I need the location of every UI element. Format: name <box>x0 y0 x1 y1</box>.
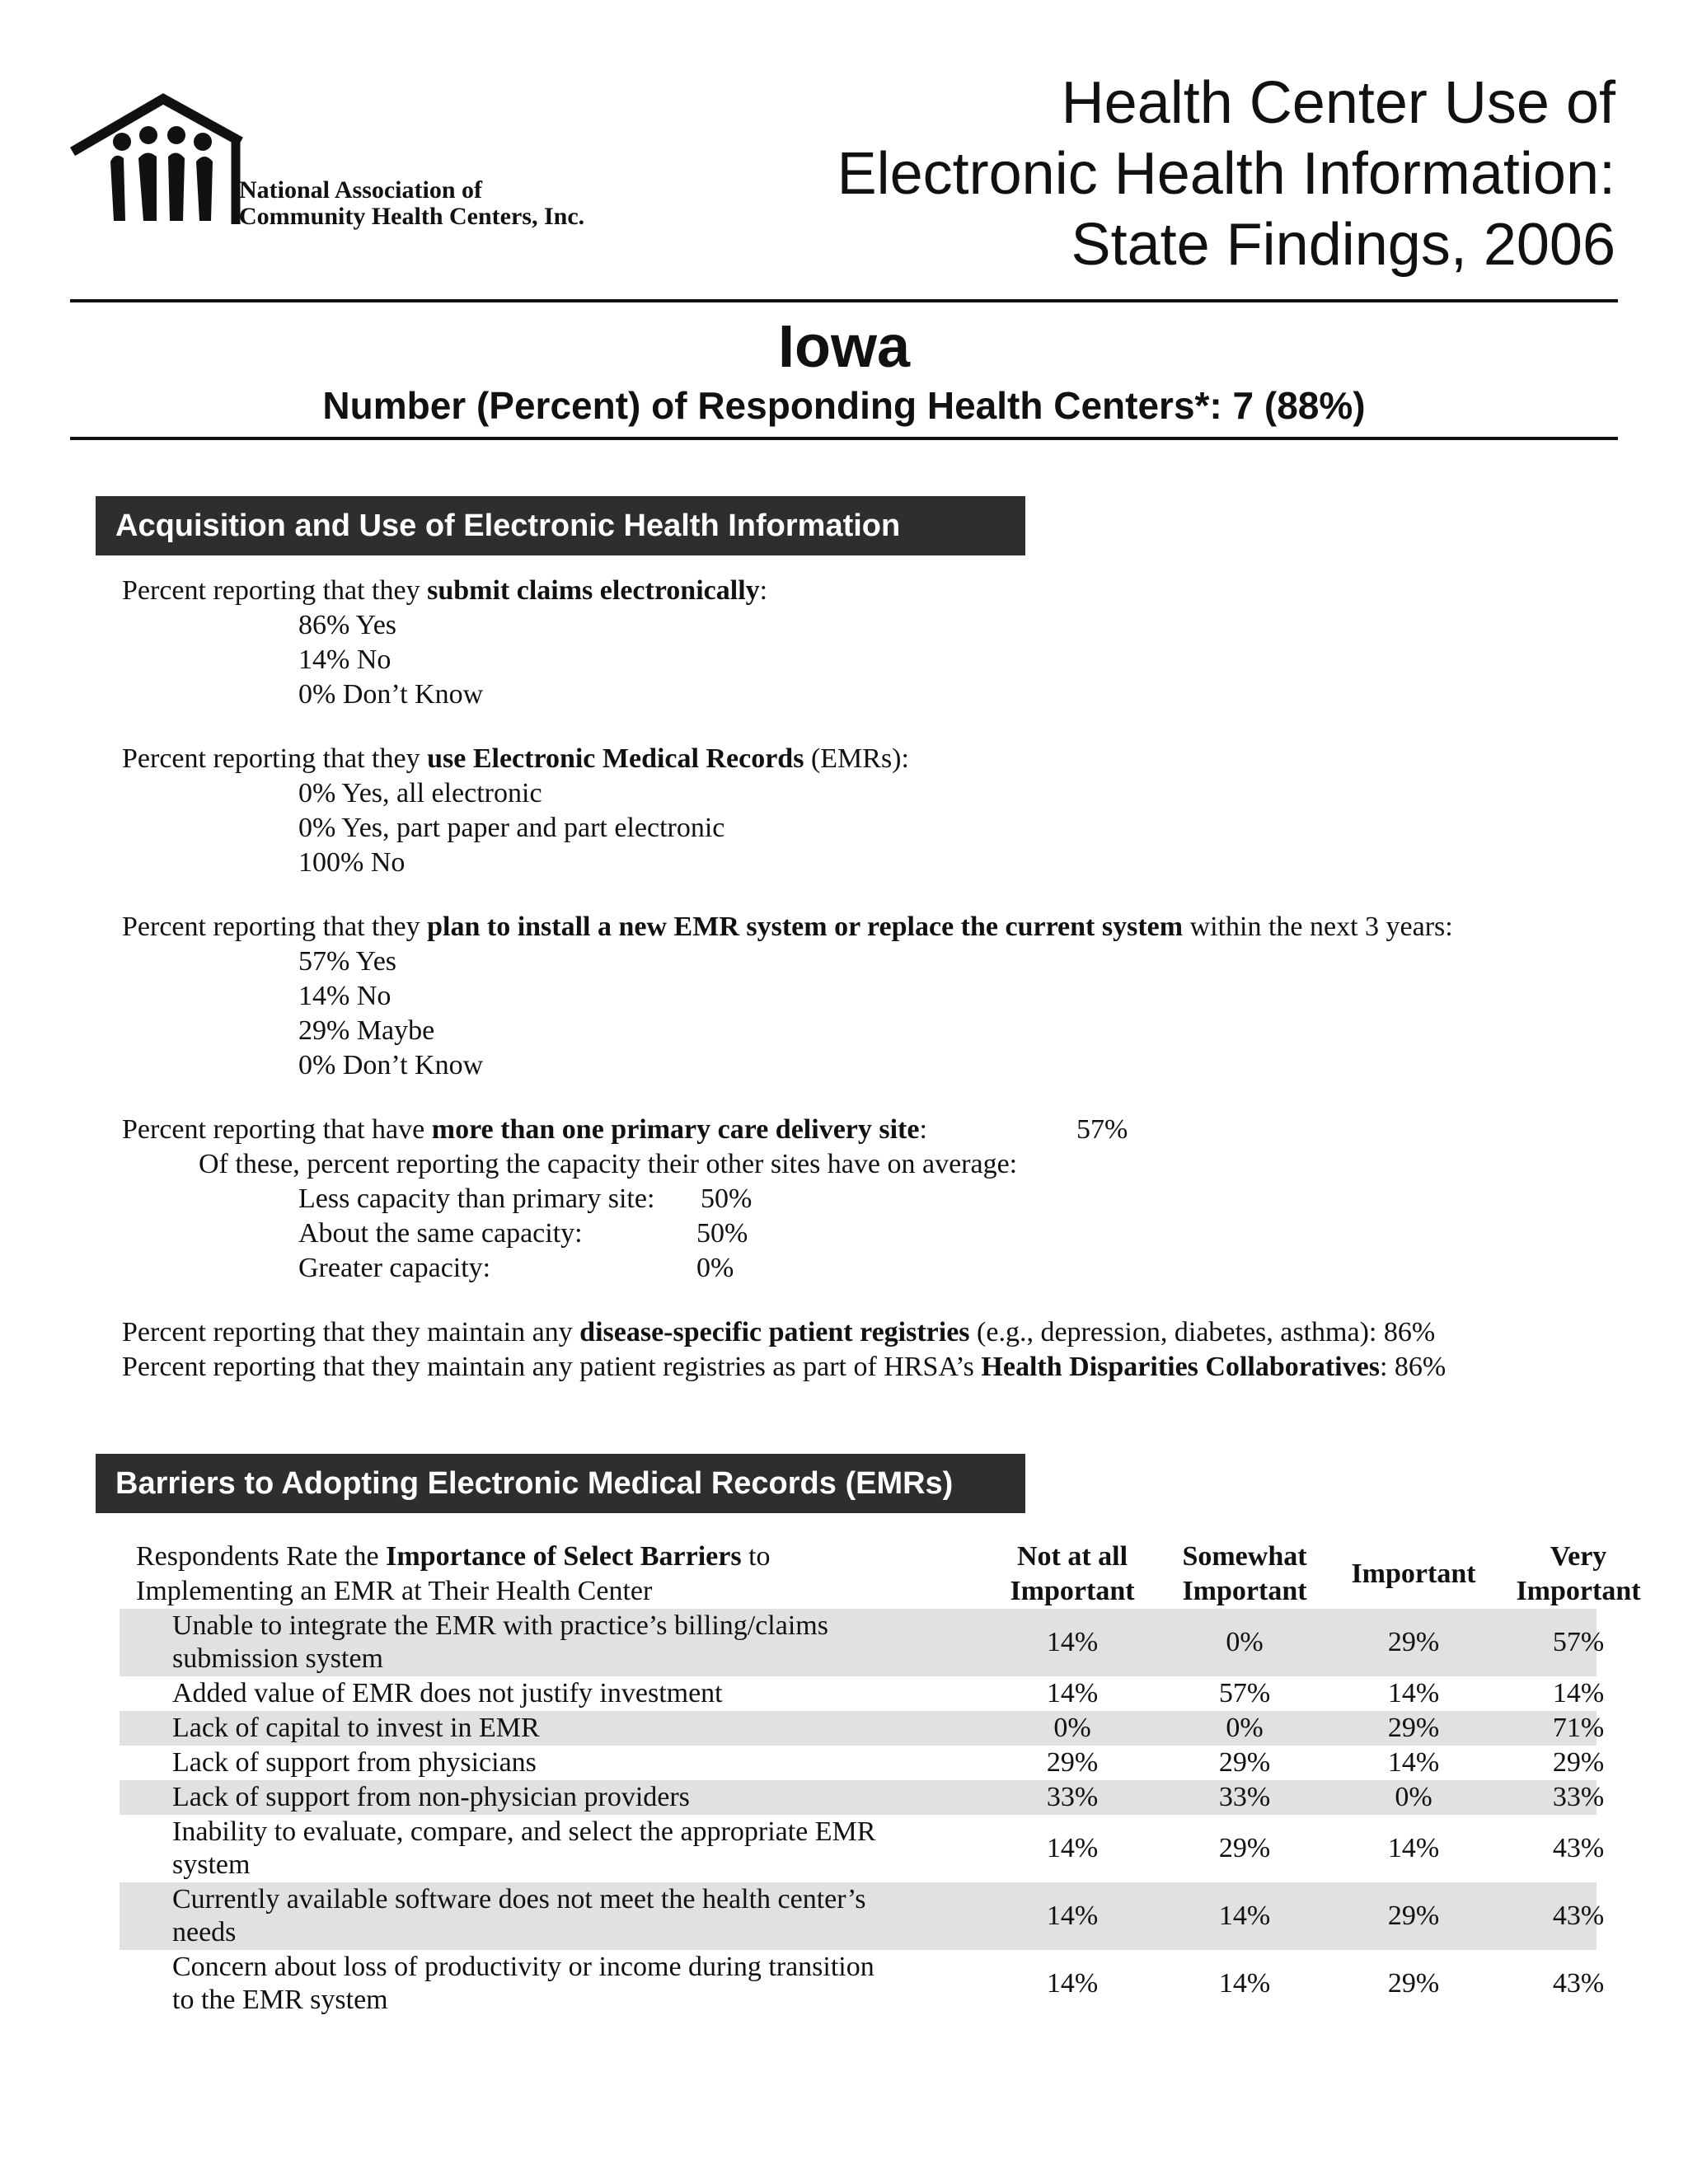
rating-cell: 14% <box>1046 1627 1099 1657</box>
barrier-label: Lack of capital to invest in EMR <box>172 1713 540 1743</box>
section-heading-acquisition: Acquisition and Use of Electronic Health Information <box>96 496 1025 555</box>
table-row <box>120 1950 1605 2018</box>
table-body <box>120 1609 1605 2018</box>
table-row <box>120 1815 1605 1882</box>
rating-cell: 14% <box>1046 1900 1099 1931</box>
emr-yes-all: 0% Yes, all electronic <box>298 778 542 808</box>
claims-yes: 86% Yes <box>298 610 397 640</box>
table-row <box>120 1676 1605 1711</box>
barrier-label: Inability to evaluate, compare, and select the appropriate EMR system <box>172 1816 876 1880</box>
col-important: Important <box>1351 1558 1476 1589</box>
claims-no: 14% No <box>298 644 392 675</box>
sites-subquestion: Of these, percent reporting the capacity their other sites have on average: <box>199 1149 1018 1179</box>
rating-cell: 29% <box>1387 1968 1440 1999</box>
rating-cell: 57% <box>1552 1627 1605 1657</box>
rating-cell: 29% <box>1218 1833 1271 1863</box>
table-row <box>120 1746 1605 1780</box>
title-line3: State Findings, 2006 <box>1071 212 1615 278</box>
barrier-label: Concern about loss of productivity or income during transition to the EMR system <box>172 1952 874 2015</box>
registries-question: Percent reporting that they maintain any disease-specific patient registries (e.g., depression, diabetes, asthma): 86% <box>122 1317 1436 1347</box>
rating-cell: 14% <box>1218 1968 1271 1999</box>
table-header <box>120 1540 1641 1609</box>
document-title <box>709 68 1615 280</box>
rating-cell: 0% <box>1053 1713 1091 1743</box>
rating-cell: 29% <box>1552 1747 1605 1778</box>
barriers-table <box>120 1540 1641 2018</box>
table-row <box>120 1780 1605 1815</box>
rating-cell: 0% <box>1395 1782 1432 1812</box>
sites-question: Percent reporting that have more than one primary care delivery site: <box>122 1114 927 1145</box>
capacity-same-value: 50% <box>696 1218 748 1249</box>
emr-yes-part: 0% Yes, part paper and part electronic <box>298 813 725 843</box>
emr-question: Percent reporting that they use Electronic Medical Records (EMRs): <box>122 743 909 774</box>
rating-cell: 71% <box>1552 1713 1605 1743</box>
rating-cell: 33% <box>1552 1782 1605 1812</box>
col-somewhat-important: Somewhat Important <box>1182 1541 1307 1606</box>
rating-cell: 14% <box>1387 1747 1440 1778</box>
org-name-line1: National Association of <box>239 176 483 204</box>
rating-cell: 43% <box>1552 1833 1605 1863</box>
rating-cell: 29% <box>1387 1627 1440 1657</box>
state-name: Iowa <box>777 314 911 380</box>
claims-question: Percent reporting that they submit claims electronically: <box>122 575 768 606</box>
rating-cell: 33% <box>1046 1782 1099 1812</box>
rating-cell: 14% <box>1046 1678 1099 1708</box>
rating-cell: 57% <box>1218 1678 1271 1708</box>
barrier-label: Added value of EMR does not justify investment <box>172 1678 723 1708</box>
rating-cell: 0% <box>1226 1713 1264 1743</box>
capacity-same-label: About the same capacity: <box>298 1218 583 1249</box>
plan-no: 14% No <box>298 981 392 1011</box>
rating-cell: 43% <box>1552 1968 1605 1999</box>
hdc-question: Percent reporting that they maintain any patient registries as part of HRSA’s Health Disparities Collaboratives: 86% <box>122 1352 1447 1382</box>
plan-maybe: 29% Maybe <box>298 1015 435 1046</box>
rating-cell: 29% <box>1046 1747 1099 1778</box>
rating-cell: 14% <box>1387 1833 1440 1863</box>
table-row <box>120 1882 1605 1950</box>
barrier-label: Unable to integrate the EMR with practice’s billing/claims submission system <box>172 1610 828 1674</box>
rating-cell: 14% <box>1046 1968 1099 1999</box>
responding-count: Number (Percent) of Responding Health Centers*: 7 (88%) <box>322 384 1366 427</box>
capacity-greater-value: 0% <box>696 1253 734 1283</box>
table-row <box>120 1711 1605 1746</box>
claims-dont-know: 0% Don’t Know <box>298 679 484 710</box>
rating-cell: 29% <box>1218 1747 1271 1778</box>
capacity-less-value: 50% <box>701 1183 753 1214</box>
plan-question: Percent reporting that they plan to install a new EMR system or replace the current system within the next 3 years: <box>122 912 1453 942</box>
rating-cell: 43% <box>1552 1900 1605 1931</box>
capacity-greater-label: Greater capacity: <box>298 1253 491 1283</box>
rating-cell: 14% <box>1218 1900 1271 1931</box>
barrier-label: Lack of support from non-physician providers <box>172 1782 690 1812</box>
rating-cell: 33% <box>1218 1782 1271 1812</box>
rating-cell: 14% <box>1387 1678 1440 1708</box>
table-row <box>120 1609 1605 1676</box>
header-rule-bottom <box>70 437 1618 440</box>
title-line1: Health Center Use of <box>1061 70 1615 136</box>
capacity-less-label: Less capacity than primary site: <box>298 1183 655 1214</box>
col-very-important: Very Important <box>1516 1541 1641 1606</box>
org-name <box>239 177 584 230</box>
rating-cell: 14% <box>1046 1833 1099 1863</box>
section-heading-barriers: Barriers to Adopting Electronic Medical Records (EMRs) <box>96 1454 1025 1513</box>
barrier-label: Lack of support from physicians <box>172 1747 537 1778</box>
table-description: Respondents Rate the Importance of Select Barriers to Implementing an EMR at Their Health Center <box>136 1541 771 1606</box>
emr-no: 100% No <box>298 847 406 878</box>
rating-cell: 14% <box>1552 1678 1605 1708</box>
header-rule-top <box>70 299 1618 302</box>
col-not-at-all-important: Not at all Important <box>1010 1541 1135 1606</box>
barrier-label: Currently available software does not meet the health center’s needs <box>172 1884 866 1947</box>
plan-dont-know: 0% Don’t Know <box>298 1050 484 1080</box>
rating-cell: 0% <box>1226 1627 1264 1657</box>
sites-value: 57% <box>1076 1114 1128 1145</box>
rating-cell: 29% <box>1387 1713 1440 1743</box>
org-name-line2: Community Health Centers, Inc. <box>239 203 585 230</box>
rating-cell: 29% <box>1387 1900 1440 1931</box>
plan-yes: 57% Yes <box>298 946 397 977</box>
title-line2: Electronic Health Information: <box>837 141 1615 207</box>
